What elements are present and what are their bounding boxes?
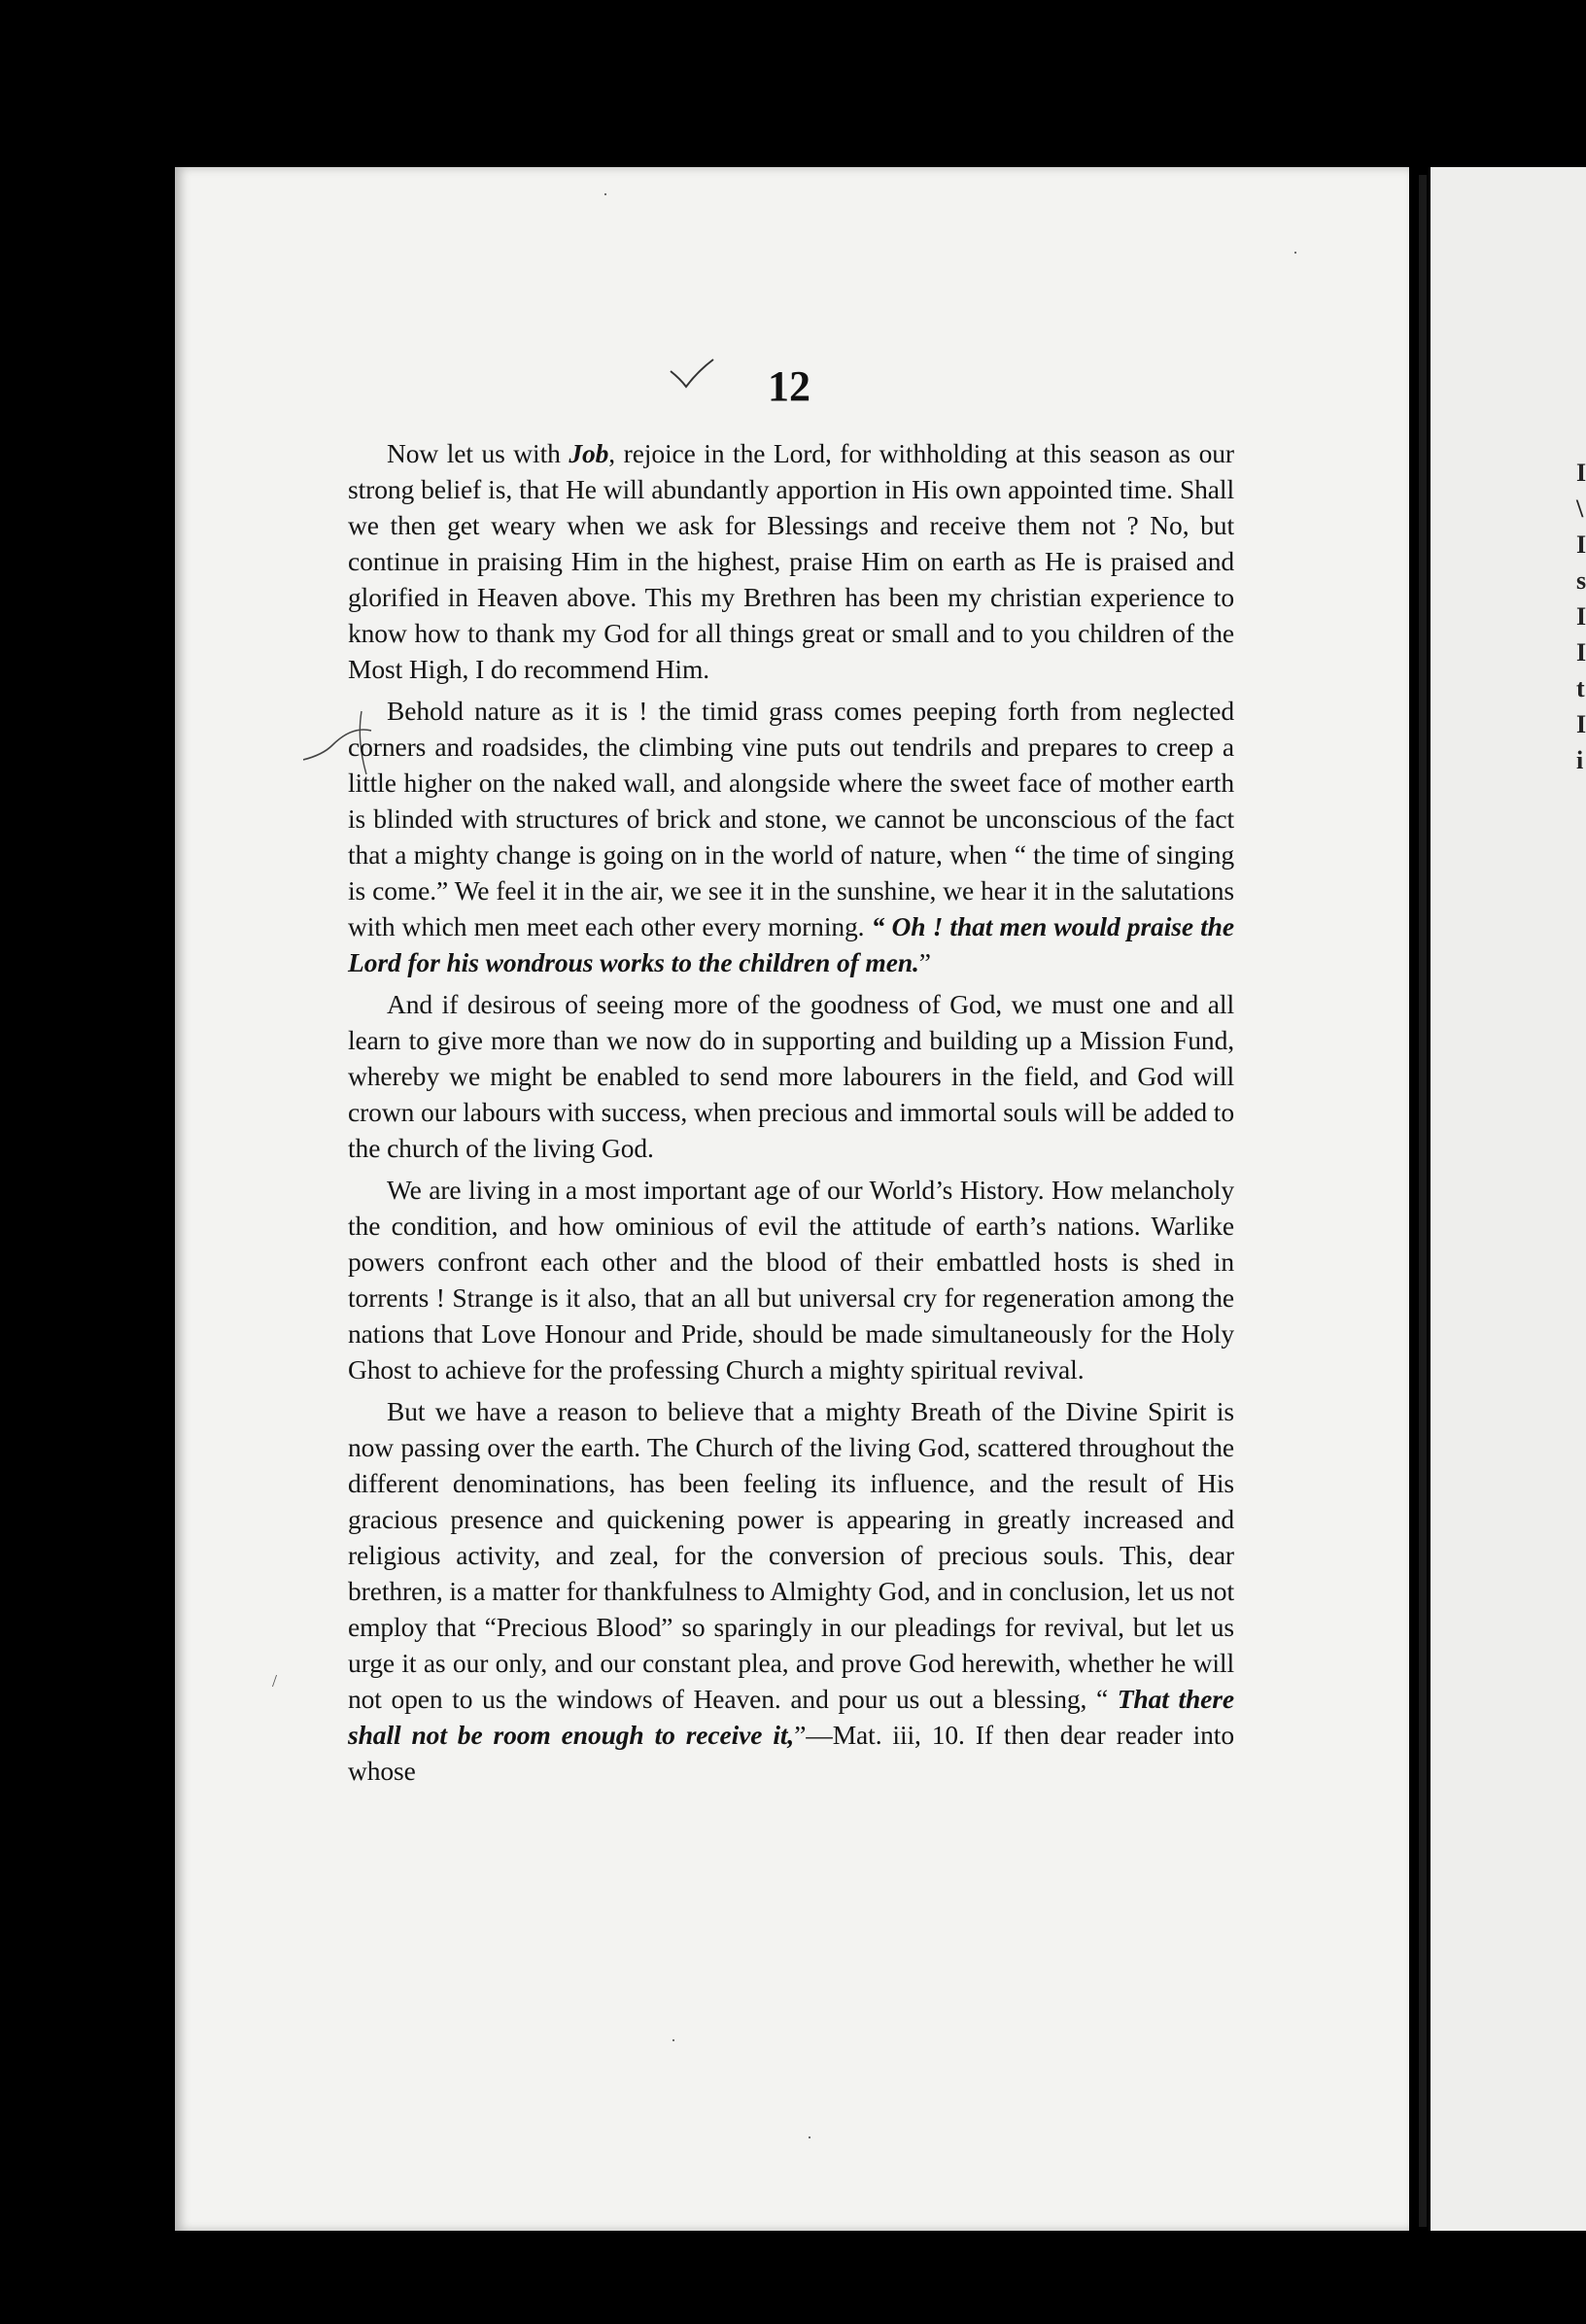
facing-page-text-fragments	[1576, 455, 1586, 778]
text-run: Now let us with	[387, 438, 569, 468]
paragraph	[348, 435, 1234, 687]
scan-speck: ·	[603, 185, 608, 204]
text-run: Behold nature as it is ! the timid grass comes peeping forth from neglected corners and roadsides, the climbing vine puts out tendrils and prepares to creep a little higher on the naked wall, and alongside where the sweet face of mother earth is blinded with structures of brick and stone, we cannot be unconscious of the fact that a mighty change is going on in the world of nature, when “ the time of singing is come.” We feel it in the air, we see it in the sunshine, we hear it in the salutations with which men meet each other every morning.	[348, 696, 1234, 941]
facing-page-glyph: I	[1576, 638, 1586, 666]
text-run: We are living in a most important age of our World’s History. How melancholy the condition, and how ominious of evil the attitude of earth’s nations. Warlike powers confront each other and the blood of their embattled hosts is shed in torrents ! Strange is it also, that an all but universal cry for regeneration among the nations that Love Honour and Pride, should be made simultaneously for the Holy Ghost to achieve for the professing Church a mighty spiritual revival.	[348, 1175, 1234, 1384]
text-run: ”	[918, 947, 931, 977]
paragraph	[348, 693, 1234, 980]
scan-border-top	[0, 0, 1586, 163]
facing-page-edge	[1431, 167, 1586, 2231]
facing-page-glyph: I	[1576, 710, 1586, 738]
scan-border-bottom	[0, 2235, 1586, 2324]
page-number: 12	[768, 362, 810, 410]
italic-text: “ Oh ! that men would praise the Lord for his wondrous works to the children of men.	[348, 911, 1234, 977]
facing-page-glyph: s	[1576, 566, 1586, 595]
paragraph	[348, 986, 1234, 1166]
text-run: ”—Mat. iii, 10. If then dear reader into whose	[348, 1720, 1234, 1786]
facing-page-glyph: I	[1576, 602, 1586, 631]
scan-speck: ·	[807, 2128, 812, 2147]
body-text	[348, 435, 1234, 1794]
page-gutter	[1419, 175, 1427, 2227]
text-run: , rejoice in the Lord, for withholding at this season as our strong belief is, that He will abundantly apportion in His own appointed time. Shall we then get weary when we ask for Blessings and receive them not ? No, but continue in praising Him in the highest, praise Him on earth as He is praised and glorified in Heaven above. This my Brethren has been my christian experience to know how to thank my God for all things great or small and to you children of the Most High, I do recommend Him.	[348, 438, 1234, 684]
facing-page-glyph: i	[1576, 746, 1584, 774]
text-run: And if desirous of seeing more of the goodness of God, we must one and all learn to give more than we now do in supporting and building up a Mission Fund, whereby we might be enabled to send more labourers in the field, and God will crown our labours with success, when precious and immortal souls will be added to the church of the living God.	[348, 989, 1234, 1163]
facing-page-glyph: I	[1576, 459, 1586, 487]
scan-speck: ·	[671, 2031, 676, 2050]
paragraph	[348, 1393, 1234, 1789]
facing-page-glyph: t	[1576, 674, 1585, 702]
scan-border-left	[0, 0, 171, 2324]
facing-page-glyph: I	[1576, 530, 1586, 559]
italic-text: Job	[569, 438, 609, 468]
pencil-check-mark	[669, 358, 715, 391]
facing-page-glyph: \	[1576, 495, 1584, 523]
text-run: But we have a reason to believe that a mighty Breath of the Divine Spirit is now passing over the earth. The Church of the living God, scattered throughout the different denominations, has been feeling its influence, and the result of His gracious presence and quickening power is appearing in greatly increased and religious activity, and zeal, for the conversion of precious souls. This, dear brethren, is a matter for thankfulness to Almighty God, and in conclusion, let us not employ that “Precious Blood” so sparingly in our pleadings for revival, but let us urge it as our only, and our constant plea, and prove God herewith, whether he will not open to us the windows of Heaven. and pour us out a blessing, “	[348, 1396, 1234, 1714]
paragraph	[348, 1172, 1234, 1387]
scan-speck: ·	[1293, 243, 1298, 262]
italic-text: That there shall not be room enough to receive it,	[348, 1684, 1235, 1750]
scan-speck: /	[272, 1671, 278, 1691]
